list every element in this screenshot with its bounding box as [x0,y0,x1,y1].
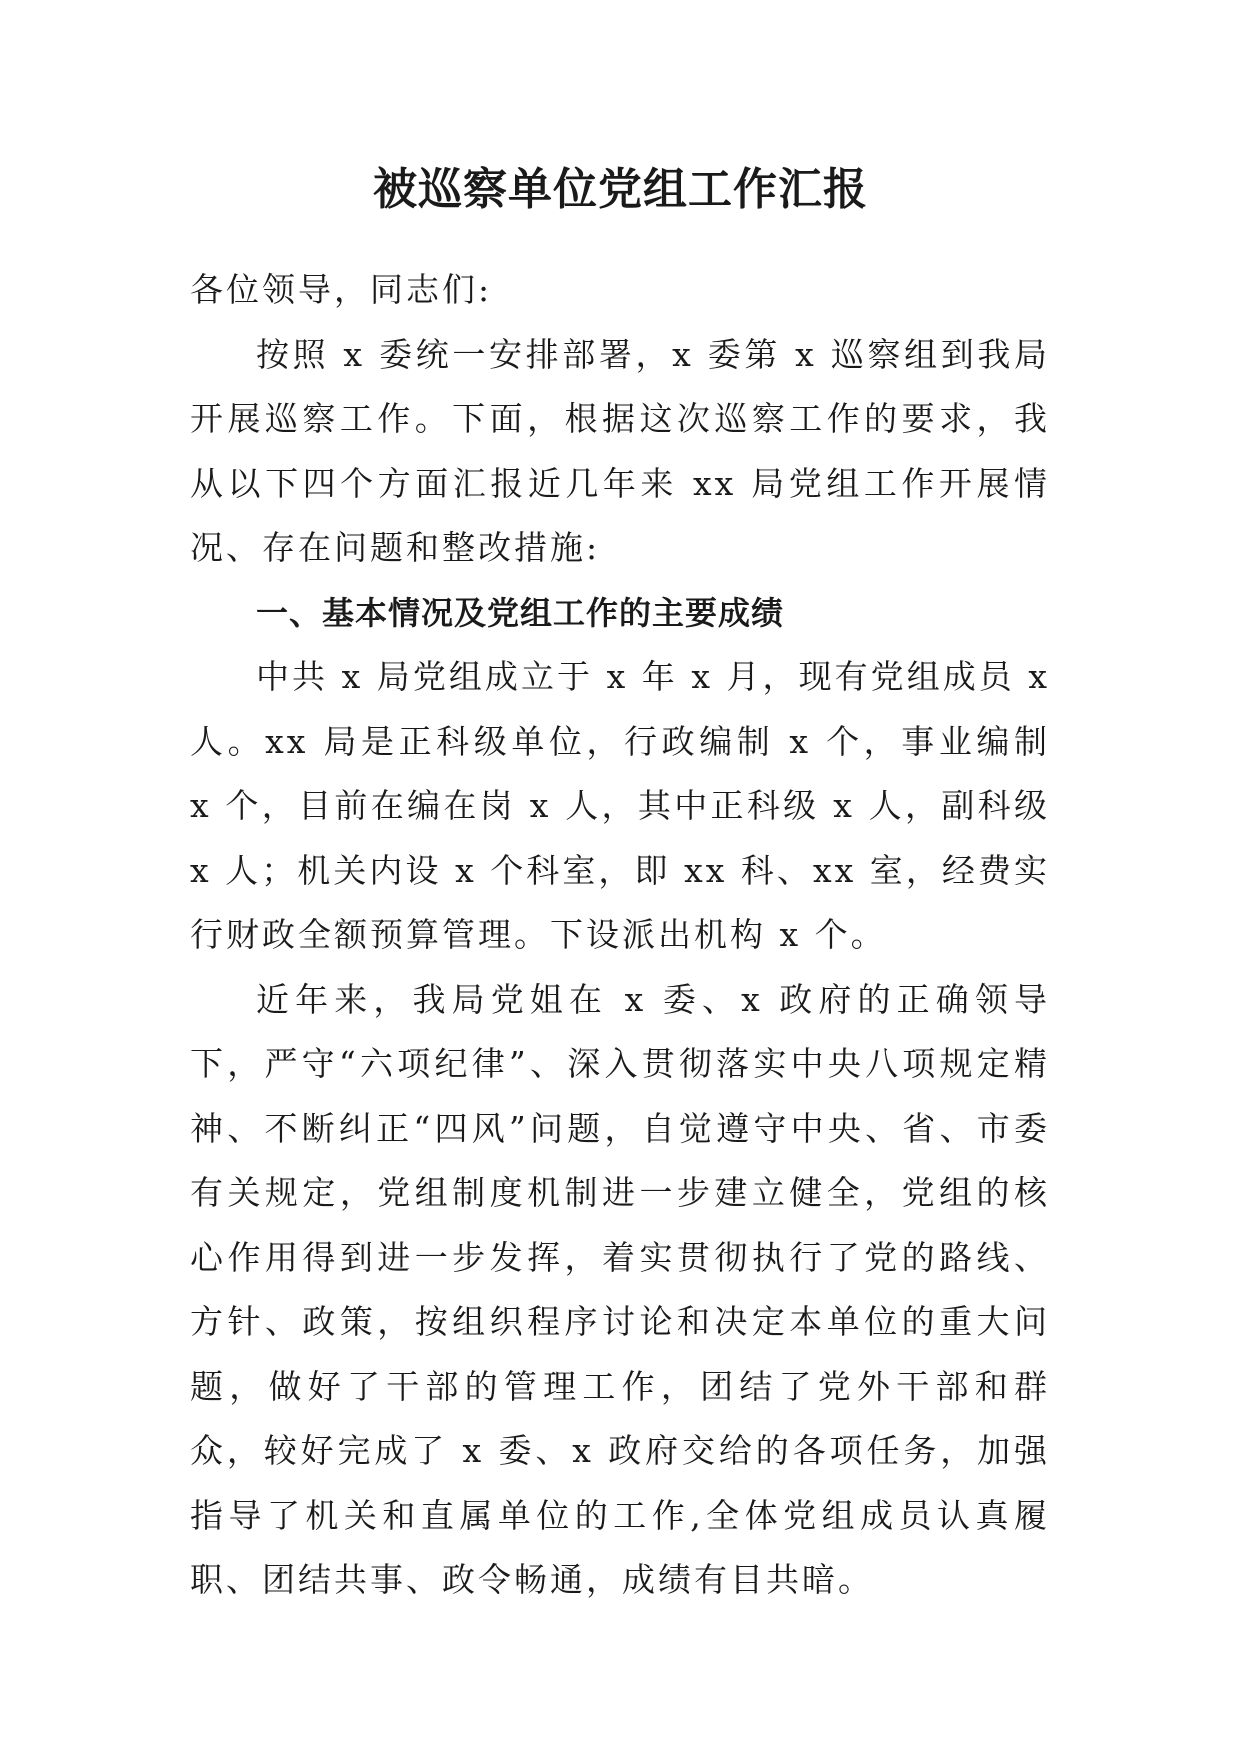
basic-info-paragraph: 中共 x 局党组成立于 x 年 x 月，现有党组成员 x 人。xx 局是正科级单位，行政编制 x 个，事业编制 x 个，目前在编在岗 x 人，其中正科级 x 人，副科级 x 人；机关内设 x 个科室，即 xx 科、xx 室，经费实行财政全额预算管理。下设派出机构 x 个。 [190,657,1050,954]
intro-paragraph: 按照 x 委统一安排部署，x 委第 x 巡察组到我局开展巡察工作。下面，根据这次巡察工作的要求，我从以下四个方面汇报近几年来 xx 局党组工作开展情况、存在问题和整改措施: [190,334,1050,567]
section-heading-1: 一、基本情况及党组工作的主要成绩 [256,593,785,632]
salutation: 各位领导，同志们: [190,270,493,309]
document-title: 被巡察单位党组工作汇报 [373,164,868,215]
achievements-paragraph: 近年来，我局党姐在 x 委、x 政府的正确领导下，严守“六项纪律”、深入贯彻落实中央八项规定精神、不断纠正“四风”问题，自觉遵守中央、省、市委有关规定，党组制度机制进一步建立健全，党组的核心作用得到进一步发挥，着实贯彻执行了党的路线、方针、政策，按组织程序讨论和决定本单位的重大问题，做好了干部的管理工作，团结了党外干部和群众，较好完成了 x 委、x 政府交给的各项任务，加强指导了机关和直属单位的工作,全体党组成员认真履职、团结共事、政令畅通，成绩有目共暗。 [190,979,1050,1599]
document-body [190,258,1050,1613]
